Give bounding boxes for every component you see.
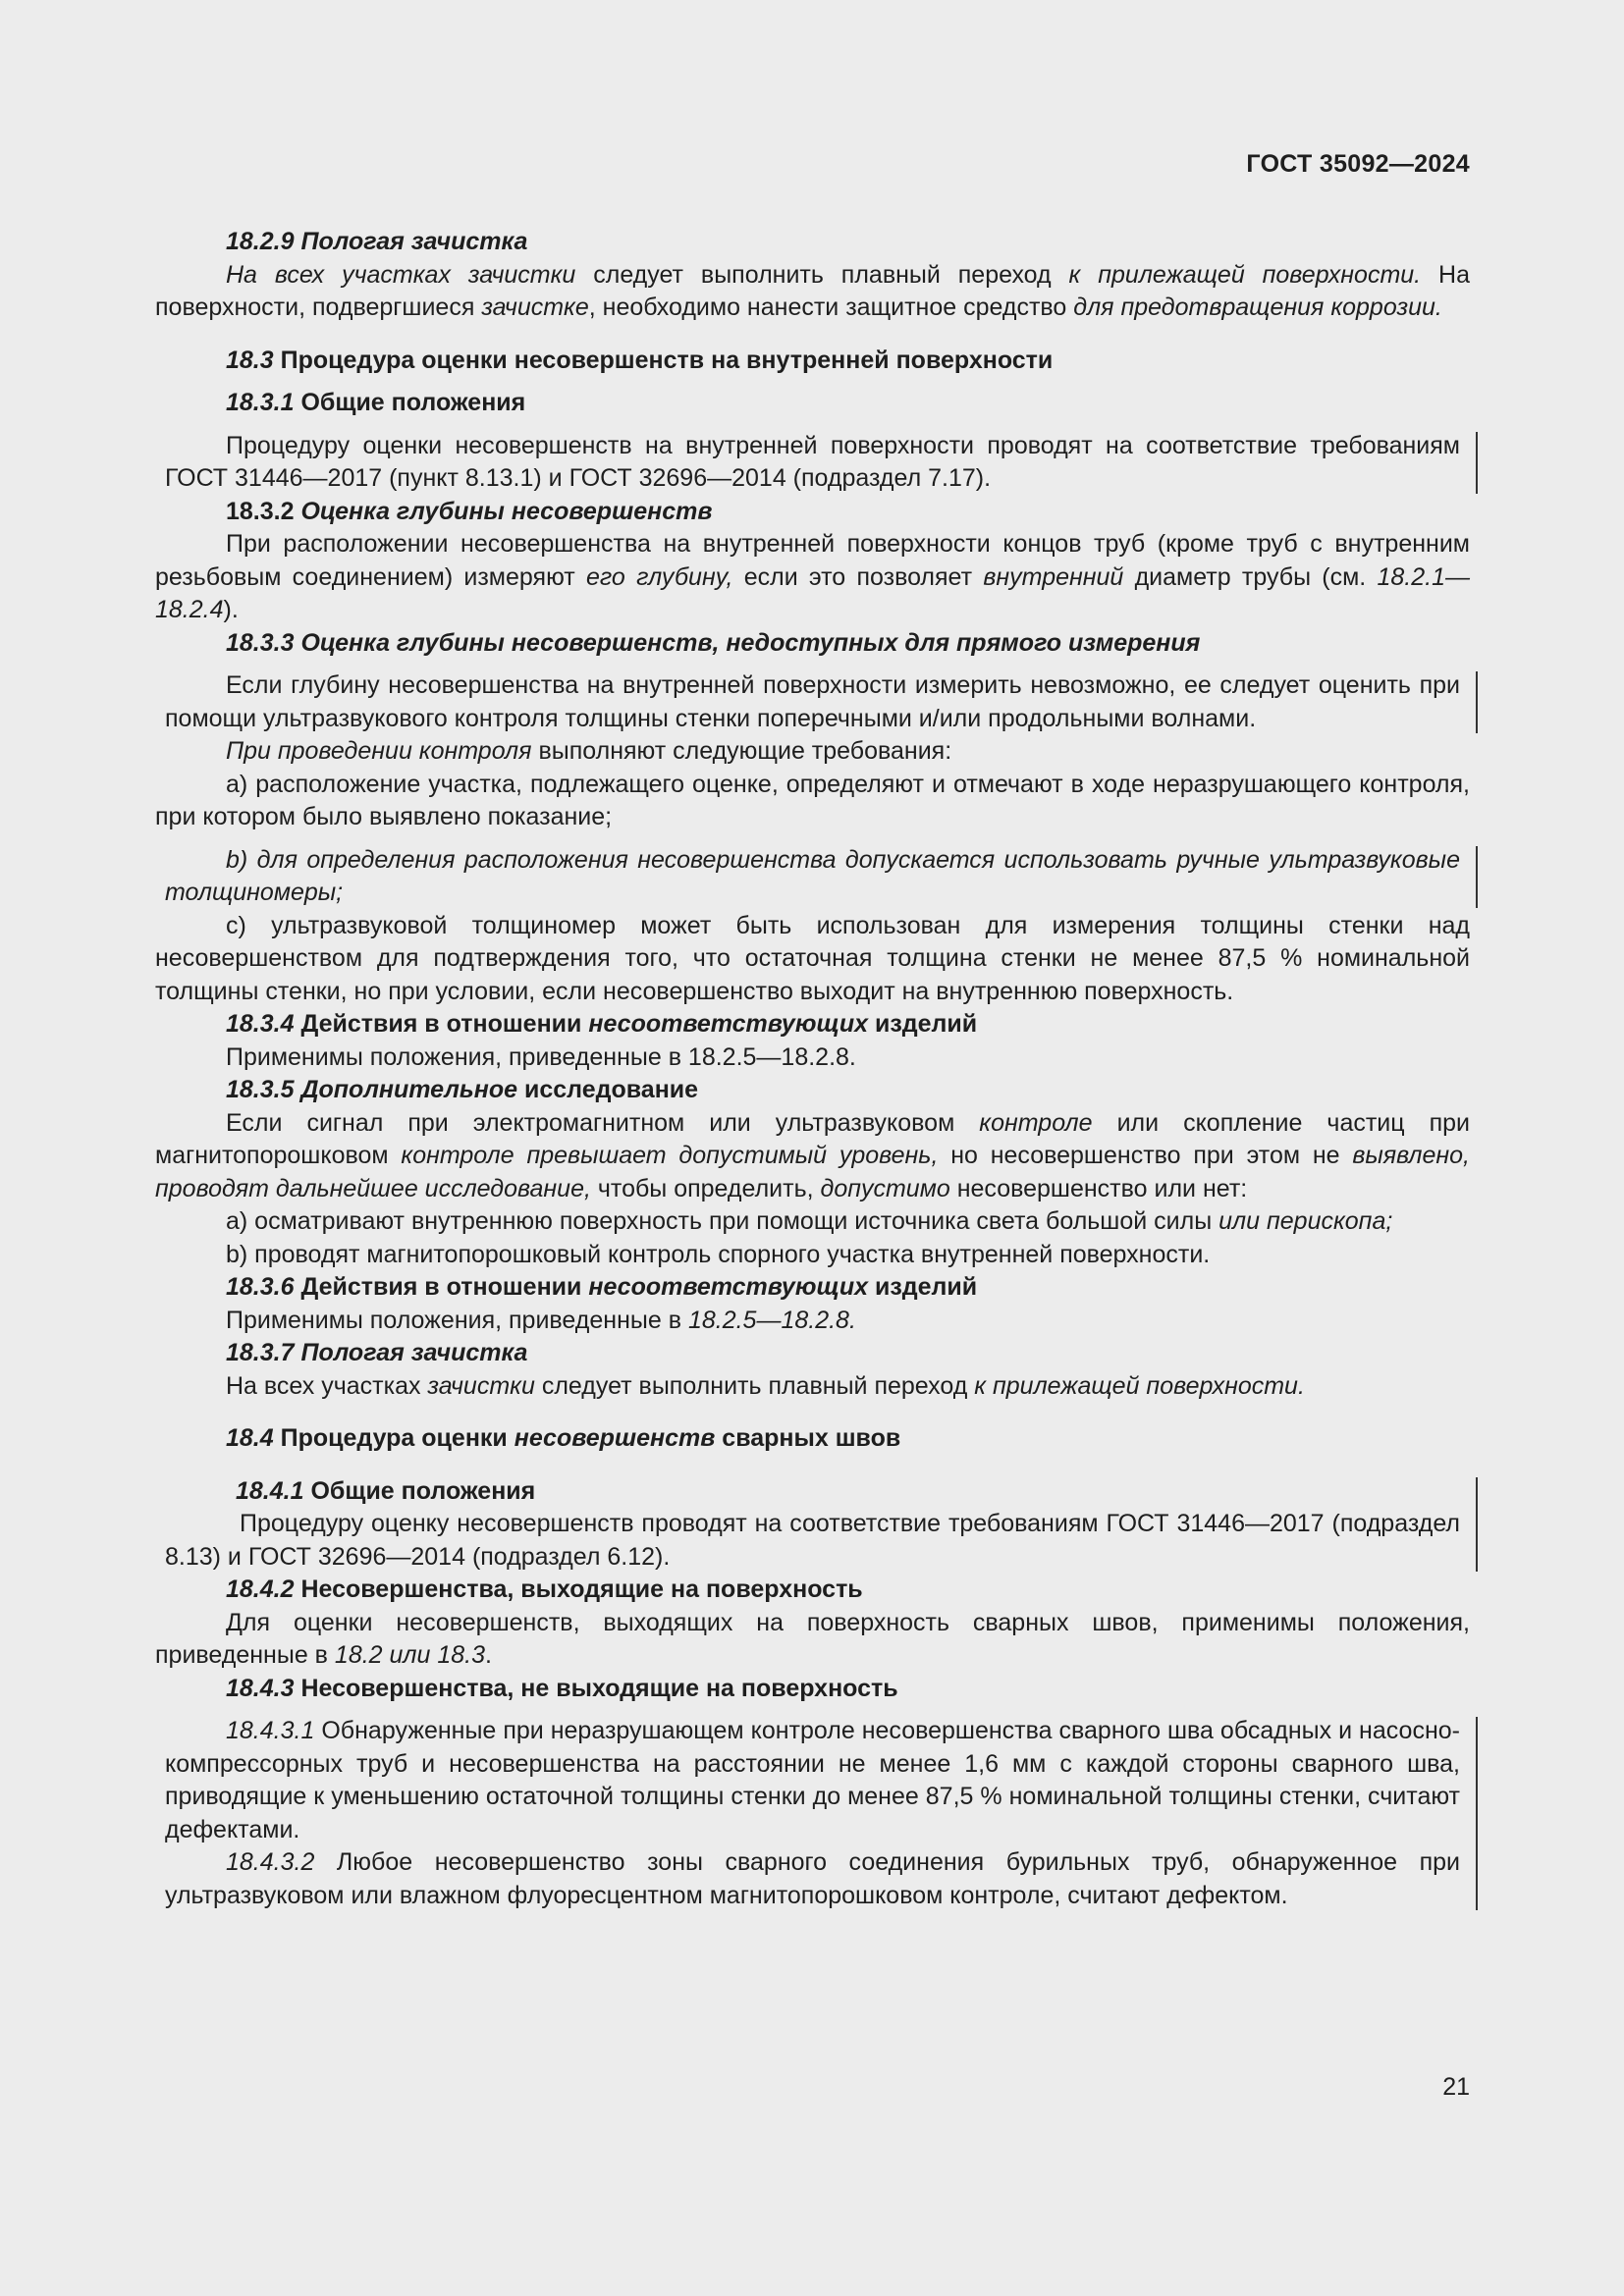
list-item-18-3-5-a: а) осматривают внутреннюю поверхность при помощи источника света большой силы или перископа; (226, 1207, 1393, 1235)
heading-18-3-2: 18.3.2 Оценка глубины несовершенств (226, 497, 713, 525)
paragraph-18-4-2: Для оценки несовершенств, выходящих на поверхность сварных швов, применимы положения, приведенные в 18.2 или 18.3. (155, 1608, 1470, 1669)
change-bar-18-3-3-b (155, 844, 1470, 910)
paragraph-18-3-3-1: Если глубину несовершенства на внутренней поверхности измерить невозможно, ее следует оценить при помощи ультразвукового контроля толщины стенки поперечными и/или продольными волнами. (165, 671, 1460, 732)
heading-18-3-6: 18.3.6 Действия в отношении несоответствующих изделий (226, 1273, 978, 1301)
heading-18-3-4: 18.3.4 Действия в отношении несоответствующих изделий (226, 1010, 978, 1038)
change-bar-18-4-3 (155, 1715, 1470, 1912)
paragraph-18-4-1: Процедуру оценку несовершенств проводят на соответствие требованиям ГОСТ 31446—2017 (подраздел 8.13) и ГОСТ 32696—2014 (подраздел 6.12). (165, 1510, 1460, 1571)
list-item-18-3-3-c: c) ультразвуковой толщиномер может быть использован для измерения толщины стенки над несовершенством для подтверждения того, что остаточная толщина стенки не менее 87,5 % номинальной толщины стенки, но при условии, если несовершенство выходит на внутреннюю поверхность. (155, 911, 1470, 1005)
heading-18-3-5: 18.3.5 Дополнительное исследование (226, 1076, 699, 1103)
list-item-18-3-3-a: а) расположение участка, подлежащего оценке, определяют и отмечают в ходе неразрушающего контроля, при котором было выявлено показание; (155, 770, 1470, 830)
change-bar-18-3-1 (155, 430, 1470, 496)
list-item-18-3-3-b: b) для определения расположения несовершенства допускается использовать ручные ультразвуковые толщиномеры; (165, 845, 1460, 906)
heading-18-4-3: 18.4.3 Несовершенства, не выходящие на поверхность (226, 1674, 898, 1702)
heading-18-4-2: 18.4.2 Несовершенства, выходящие на поверхность (226, 1575, 863, 1603)
paragraph-18-3-1: Процедуру оценки несовершенств на внутренней поверхности проводят на соответствие требованиям ГОСТ 31446—2017 (пункт 8.13.1) и ГОСТ 32696—2014 (подраздел 7.17). (165, 431, 1460, 492)
paragraph-18-3-4: Применимы положения, приведенные в 18.2.5—18.2.8. (226, 1042, 856, 1071)
change-bar-18-4-1 (155, 1475, 1470, 1575)
paragraph-18-4-3-1: 18.4.3.1 Обнаруженные при неразрушающем контроле несовершенства сварного шва обсадных и насосно-компрессорных труб и несовершенства на расстоянии не менее 1,6 мм с каждой стороны сварного шва, приводящие к уменьшению остаточной толщины стенки до менее 87,5 % номинальной толщины стенки, считают дефектами. (165, 1717, 1460, 1843)
change-bar-18-3-3 (155, 669, 1470, 735)
heading-18-3: 18.3 Процедура оценки несовершенств на внутренней поверхности (226, 346, 1054, 374)
paragraph-18-3-5: Если сигнал при электромагнитном или ультразвуковом контроле или скопление частиц при магнитопорошковом контроле превышает допустимый уровень, но несовершенство при этом не выявлено, проводят дальнейшее исследование, чтобы определить, допустимо несовершенство или нет: (155, 1108, 1470, 1202)
paragraph-18-2-9: На всех участках зачистки следует выполнить плавный переход к прилежащей поверхности. На поверхности, подвергшиеся зачистке, необходимо нанести защитное средство для предотвращения коррозии. (155, 260, 1470, 321)
paragraph-18-3-6: Применимы положения, приведенные в 18.2.5—18.2.8. (226, 1306, 856, 1334)
heading-18-2-9: 18.2.9 Пологая зачистка (226, 228, 528, 255)
heading-18-3-3: 18.3.3 Оценка глубины несовершенств, недоступных для прямого измерения (226, 628, 1201, 657)
document-code: ГОСТ 35092—2024 (1246, 150, 1470, 178)
paragraph-18-3-2: При расположении несовершенства на внутренней поверхности концов труб (кроме труб с внутренним резьбовым соединением) измеряют его глубину, если это позволяет внутренний диаметр трубы (см. 18.2.1—18.2.4). (155, 530, 1470, 623)
page-body (155, 226, 1470, 1912)
list-item-18-3-5-b: b) проводят магнитопорошковый контроль спорного участка внутренней поверхности. (226, 1240, 1211, 1268)
heading-18-4-1: 18.4.1 Общие положения (236, 1476, 536, 1505)
heading-18-3-7: 18.3.7 Пологая зачистка (226, 1339, 528, 1366)
paragraph-18-3-7: На всех участках зачистки следует выполнить плавный переход к прилежащей поверхности. (226, 1371, 1305, 1400)
paragraph-18-4-3-2: 18.4.3.2 Любое несовершенство зоны сварного соединения бурильных труб, обнаруженное при ультразвуковом или влажном флуоресцентном магнитопорошковом контроле, считают дефектом. (165, 1848, 1460, 1909)
heading-18-4: 18.4 Процедура оценки несовершенств сварных швов (226, 1424, 901, 1452)
heading-18-3-1: 18.3.1 Общие положения (226, 389, 526, 416)
paragraph-18-3-3-2: При проведении контроля выполняют следующие требования: (226, 737, 952, 765)
page-number: 21 (1442, 2073, 1470, 2101)
